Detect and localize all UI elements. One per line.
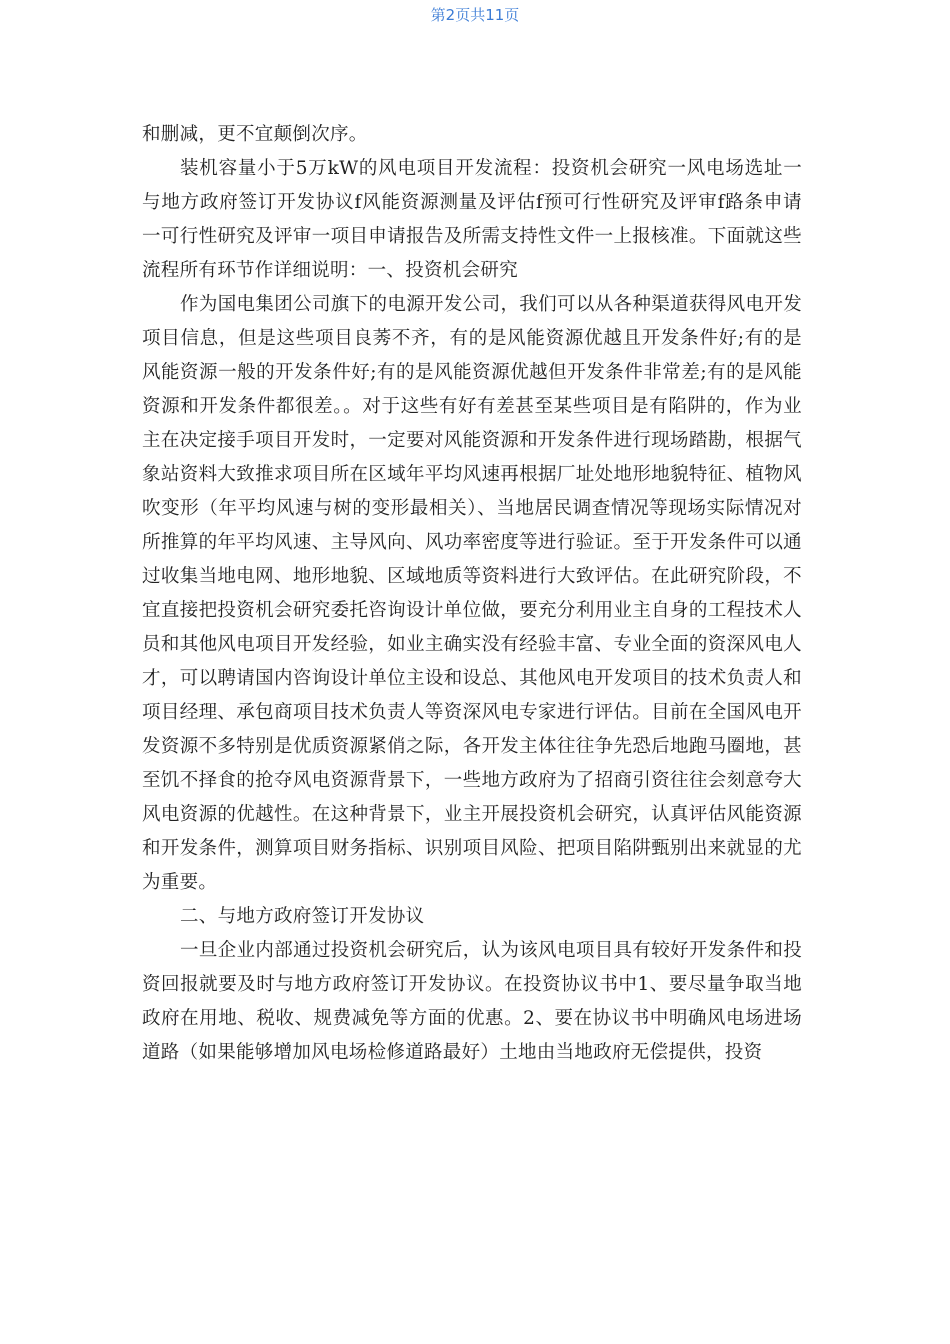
- section-heading: 二、与地方政府签订开发协议: [180, 906, 425, 927]
- paragraph-5: 一旦企业内部通过投资机会研究后，认为该风电项目具有较好开发条件和投资回报就要及时与地方政府签订开发协议。在投资协议书中1、要尽量争取当地政府在用地、税收、规费减免等方面的优惠。2、要在协议书中明确风电场进场道路（如果能够增加风电场检修道路最好）土地由当地政府无偿提供，投资: [142, 940, 802, 1063]
- paragraph-3: 作为国电集团公司旗下的电源开发公司，我们可以从各种渠道获得风电开发项目信息，但是这些项目良莠不齐，有的是风能资源优越且开发条件好;有的是风能资源一般的开发条件好;有的是风能资源优越但开发条件非常差;有的是风能资源和开发条件都很差。。对于这些有好有差甚至某些项目是有陷阱的，作为业主在决定接手项目开发时，一定要对风能资源和开发条件进行现场踏勘，根据气象站资料大致推求项目所在区域年平均风速再根据厂址处地形地貌特征、植物风吹变形（年平均风速与树的变形最相关）、当地居民调查情况等现场实际情况对所推算的年平均风速、主导风向、风功率密度等进行验证。至于开发条件可以通过收集当地电网、地形地貌、区域地质等资料进行大致评估。在此研究阶段，不宜直接把投资机会研究委托咨询设计单位做，要充分利用业主自身的工程技术人员和其他风电项目开发经验，如业主确实没有经验丰富、专业全面的资深风电人才，可以聘请国内咨询设计单位主设和设总、其他风电开发项目的技术负责人和项目经理、承包商项目技术负责人等资深风电专家进行评估。目前在全国风电开发资源不多特别是优质资源紧俏之际，各开发主体往往争先恐后地跑马圈地，甚至饥不择食的抢夺风电资源背景下，一些地方政府为了招商引资往往会刻意夸大风电资源的优越性。在这种背景下，业主开展投资机会研究，认真评估风能资源和开发条件，测算项目财务指标、识别项目风险、把项目陷阱甄别出来就显的尤为重要。: [142, 294, 802, 893]
- document-body: [142, 118, 802, 1070]
- paragraph-1: 和删减，更不宜颠倒次序。: [142, 124, 368, 145]
- paragraph-2: 装机容量小于5万kW的风电项目开发流程：投资机会研究一风电场选址一与地方政府签订开发协议f风能资源测量及评估f预可行性研究及评审f路条申请一可行性研究及评审一项目申请报告及所需支持性文件一上报核准。下面就这些流程所有环节作详细说明：一、投资机会研究: [142, 158, 802, 281]
- page-indicator: 第2页共11页: [430, 6, 520, 24]
